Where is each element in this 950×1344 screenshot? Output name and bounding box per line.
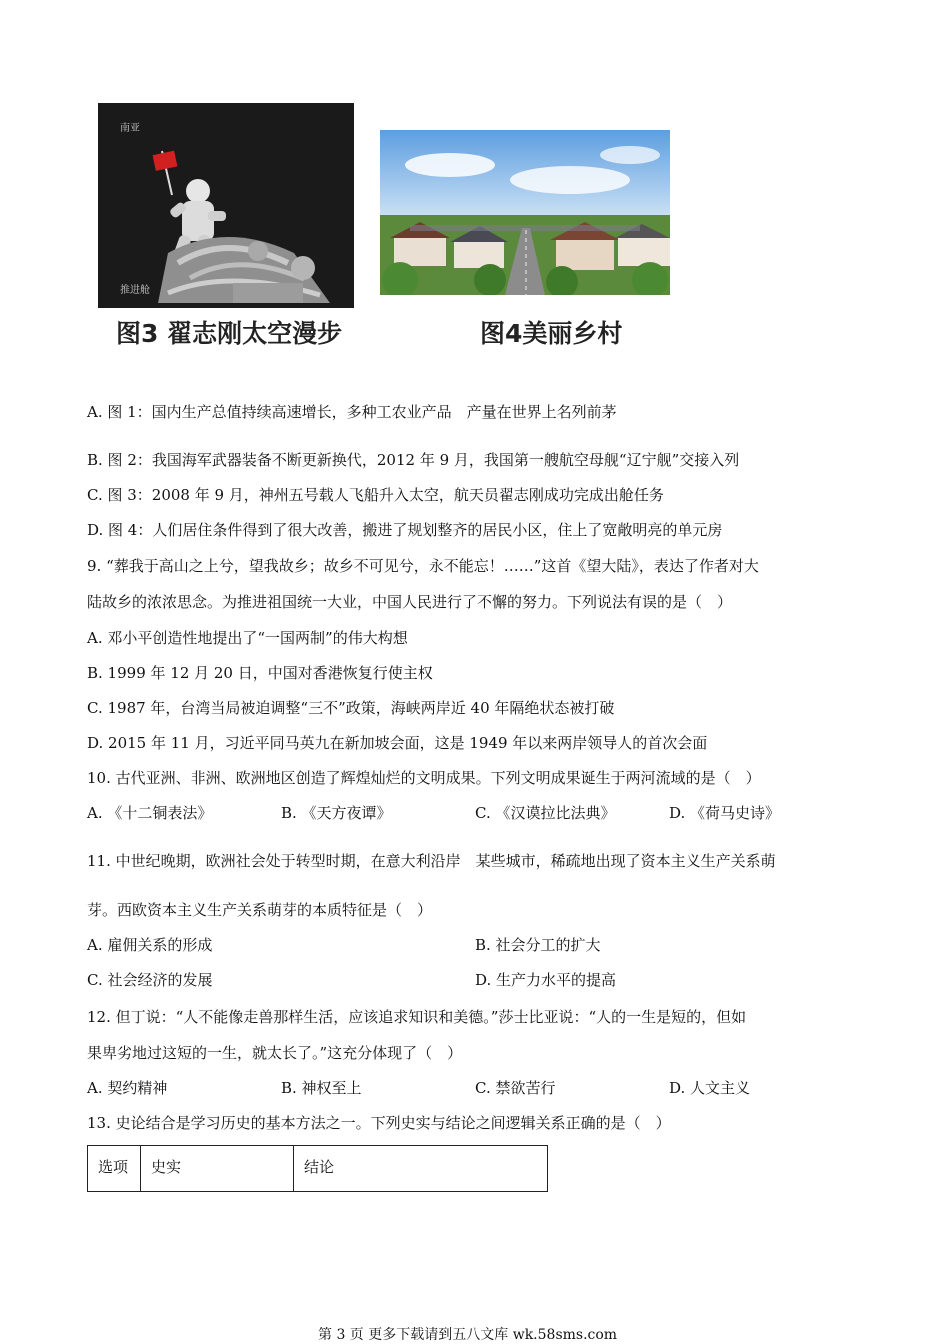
village-illustration xyxy=(380,130,670,295)
table-header-row xyxy=(88,1146,548,1192)
q9-option-c: C. 1987 年，台湾当局被迫调整“三不”政策，海峡两岸近 40 年隔绝状态被打破 xyxy=(87,699,615,717)
spacewalk-illustration xyxy=(98,103,354,308)
q9-stem-line-2: 陆故乡的浓浓思念。为推进祖国统一大业，中国人民进行了不懈的努力。下列说法有误的是（ ） xyxy=(87,593,733,611)
q9-option-b: B. 1999 年 12 月 20 日，中国对香港恢复行使主权 xyxy=(87,664,433,682)
q9-option-a: A. 邓小平创造性地提出了“一国两制”的伟大构想 xyxy=(87,629,408,647)
table-header-conclusion: 结论 xyxy=(294,1146,548,1192)
figure-3-tag-bottom: 推进舱 xyxy=(120,285,150,296)
q13-stem: 13. 史论结合是学习历史的基本方法之一。下列史实与结论之间逻辑关系正确的是（ ） xyxy=(87,1114,671,1132)
q8-option-a: A. 图 1：国内生产总值持续高速增长，多种工农业产品 产量在世界上名列前茅 xyxy=(87,403,617,421)
q8-option-b: B. 图 2：我国海军武器装备不断更新换代，2012 年 9 月，我国第一艘航空母舰“辽宁舰”交接入列 xyxy=(87,451,740,469)
q10-option-a: A. 《十二铜表法》 xyxy=(87,804,213,822)
q11-option-a: A. 雇佣关系的形成 xyxy=(87,936,213,954)
q10-option-b: B. 《天方夜谭》 xyxy=(281,804,392,822)
q12-option-b: B. 神权至上 xyxy=(281,1079,362,1097)
q8-option-c: C. 图 3：2008 年 9 月，神州五号载人飞船升入太空，航天员翟志刚成功完成出舱任务 xyxy=(87,486,664,504)
q12-option-d: D. 人文主义 xyxy=(669,1079,751,1097)
q10-stem: 10. 古代亚洲、非洲、欧洲地区创造了辉煌灿烂的文明成果。下列文明成果诞生于两河流域的是（ ） xyxy=(87,769,761,787)
q12-stem-line-2: 果卑劣地过这短的一生，就太长了。”这充分体现了（ ） xyxy=(87,1044,463,1062)
q9-option-d: D. 2015 年 11 月，习近平同马英九在新加坡会面，这是 1949 年以来两岸领导人的首次会面 xyxy=(87,734,708,752)
q11-option-b: B. 社会分工的扩大 xyxy=(475,936,601,954)
q12-stem-line-1: 12. 但丁说：“人不能像走兽那样生活，应该追求知识和美德。”莎士比亚说：“人的一生是短的，但如 xyxy=(87,1008,747,1026)
q9-stem-line-1: 9. “葬我于高山之上兮，望我故乡；故乡不可见兮，永不能忘！……”这首《望大陆》，表达了作者对大 xyxy=(87,557,759,575)
figure-3-caption: 图3 翟志刚太空漫步 xyxy=(116,319,343,348)
figure-3-spacewalk-image xyxy=(98,103,354,308)
q12-option-a: A. 契约精神 xyxy=(87,1079,168,1097)
q11-option-d: D. 生产力水平的提高 xyxy=(475,971,617,989)
table-header-fact: 史实 xyxy=(141,1146,294,1192)
q10-option-d: D. 《荷马史诗》 xyxy=(669,804,781,822)
q13-table xyxy=(87,1145,548,1192)
figure-4-village-image xyxy=(380,130,670,295)
q11-stem-line-2: 芽。西欧资本主义生产关系萌芽的本质特征是（ ） xyxy=(87,901,433,919)
page-footer: 第 3 页 更多下载请到五八文库 wk.58sms.com xyxy=(318,1327,618,1343)
figure-3-tag-top: 南亚 xyxy=(120,123,140,134)
q8-option-d: D. 图 4：人们居住条件得到了很大改善，搬进了规划整齐的居民小区，住上了宽敞明亮的单元房 xyxy=(87,521,723,539)
q11-option-c: C. 社会经济的发展 xyxy=(87,971,213,989)
figure-4-caption: 图4美丽乡村 xyxy=(480,319,623,348)
table-header-option: 选项 xyxy=(88,1146,141,1192)
q11-stem-line-1: 11. 中世纪晚期，欧洲社会处于转型时期，在意大利沿岸 某些城市，稀疏地出现了资本主义生产关系萌 xyxy=(87,852,776,870)
q12-option-c: C. 禁欲苦行 xyxy=(475,1079,556,1097)
q10-option-c: C. 《汉谟拉比法典》 xyxy=(475,804,616,822)
